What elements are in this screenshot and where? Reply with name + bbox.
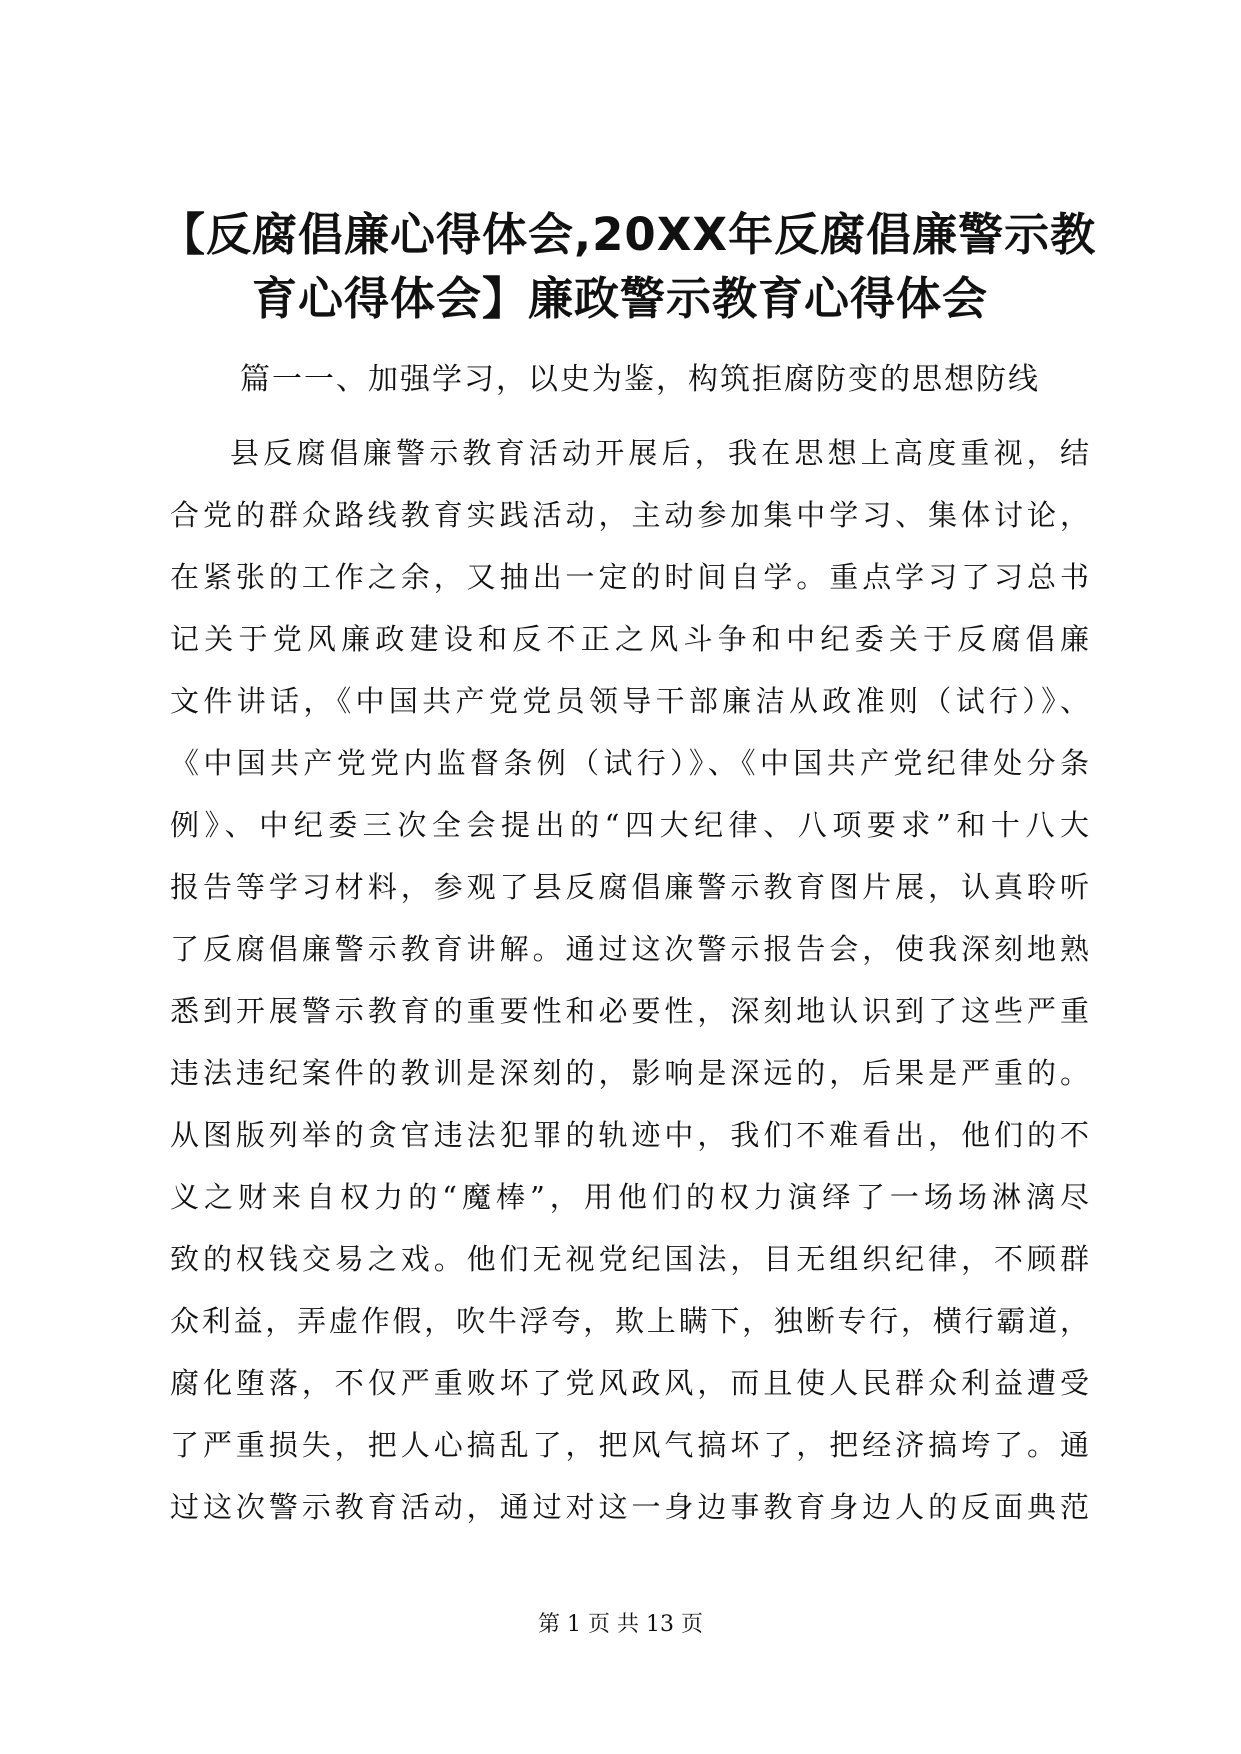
body-line: 致的权钱交易之戏。他们无视党纪国法，目无组织纪律，不顾群 — [170, 1242, 1090, 1276]
section-subheading: 篇一一、加强学习，以史为鉴，构筑拒腐防变的思想防线 — [240, 362, 1040, 397]
body-line: 合党的群众路线教育实践活动，主动参加集中学习、集体讨论， — [170, 498, 1090, 532]
body-line: 报告等学习材料，参观了县反腐倡廉警示教育图片展，认真聆听 — [170, 870, 1090, 904]
body-line: 义之财来自权力的“魔棒”，用他们的权力演绎了一场场淋漓尽 — [170, 1180, 1090, 1214]
body-line: 文件讲话，《中国共产党党员领导干部廉洁从政准则（试行）》、 — [170, 684, 1090, 718]
title-line-2: 育心得体会】廉政警示教育心得体会 — [251, 272, 988, 325]
body-line: 悉到开展警示教育的重要性和必要性，深刻地认识到了这些严重 — [170, 994, 1090, 1028]
body-line: 了严重损失，把人心搞乱了，把风气搞坏了，把经济搞垮了。通 — [170, 1428, 1090, 1462]
body-line: 违法违纪案件的教训是深刻的，影响是深远的，后果是严重的。 — [170, 1056, 1090, 1090]
body-line: 了反腐倡廉警示教育讲解。通过这次警示报告会，使我深刻地熟 — [170, 932, 1090, 966]
body-line: 在紧张的工作之余，又抽出一定的时间自学。重点学习了习总书 — [170, 560, 1090, 594]
document-title — [160, 203, 1097, 331]
body-line: 《中国共产党党内监督条例（试行）》、《中国共产党纪律处分条 — [170, 746, 1090, 780]
body-line: 记关于党风廉政建设和反不正之风斗争和中纪委关于反腐倡廉 — [170, 622, 1090, 656]
body-line: 过这次警示教育活动，通过对这一身边事教育身边人的反面典范 — [170, 1490, 1090, 1524]
body-line: 从图版列举的贪官违法犯罪的轨迹中，我们不难看出，他们的不 — [170, 1118, 1090, 1152]
page-number: 第 1 页 共 13 页 — [538, 1612, 703, 1637]
body-paragraph — [170, 422, 1090, 1538]
body-line: 腐化堕落，不仅严重败坏了党风政风，而且使人民群众利益遭受 — [170, 1366, 1090, 1400]
body-line: 县反腐倡廉警示教育活动开展后，我在思想上高度重视，结 — [230, 436, 1090, 470]
body-line: 众利益，弄虚作假，吹牛浮夸，欺上瞒下，独断专行，横行霸道， — [170, 1304, 1090, 1338]
title-line-1: 【反腐倡廉心得体会,20XX年反腐倡廉警示教 — [160, 208, 1097, 261]
body-line: 例》、中纪委三次全会提出的“四大纪律、八项要求”和十八大 — [170, 808, 1090, 842]
